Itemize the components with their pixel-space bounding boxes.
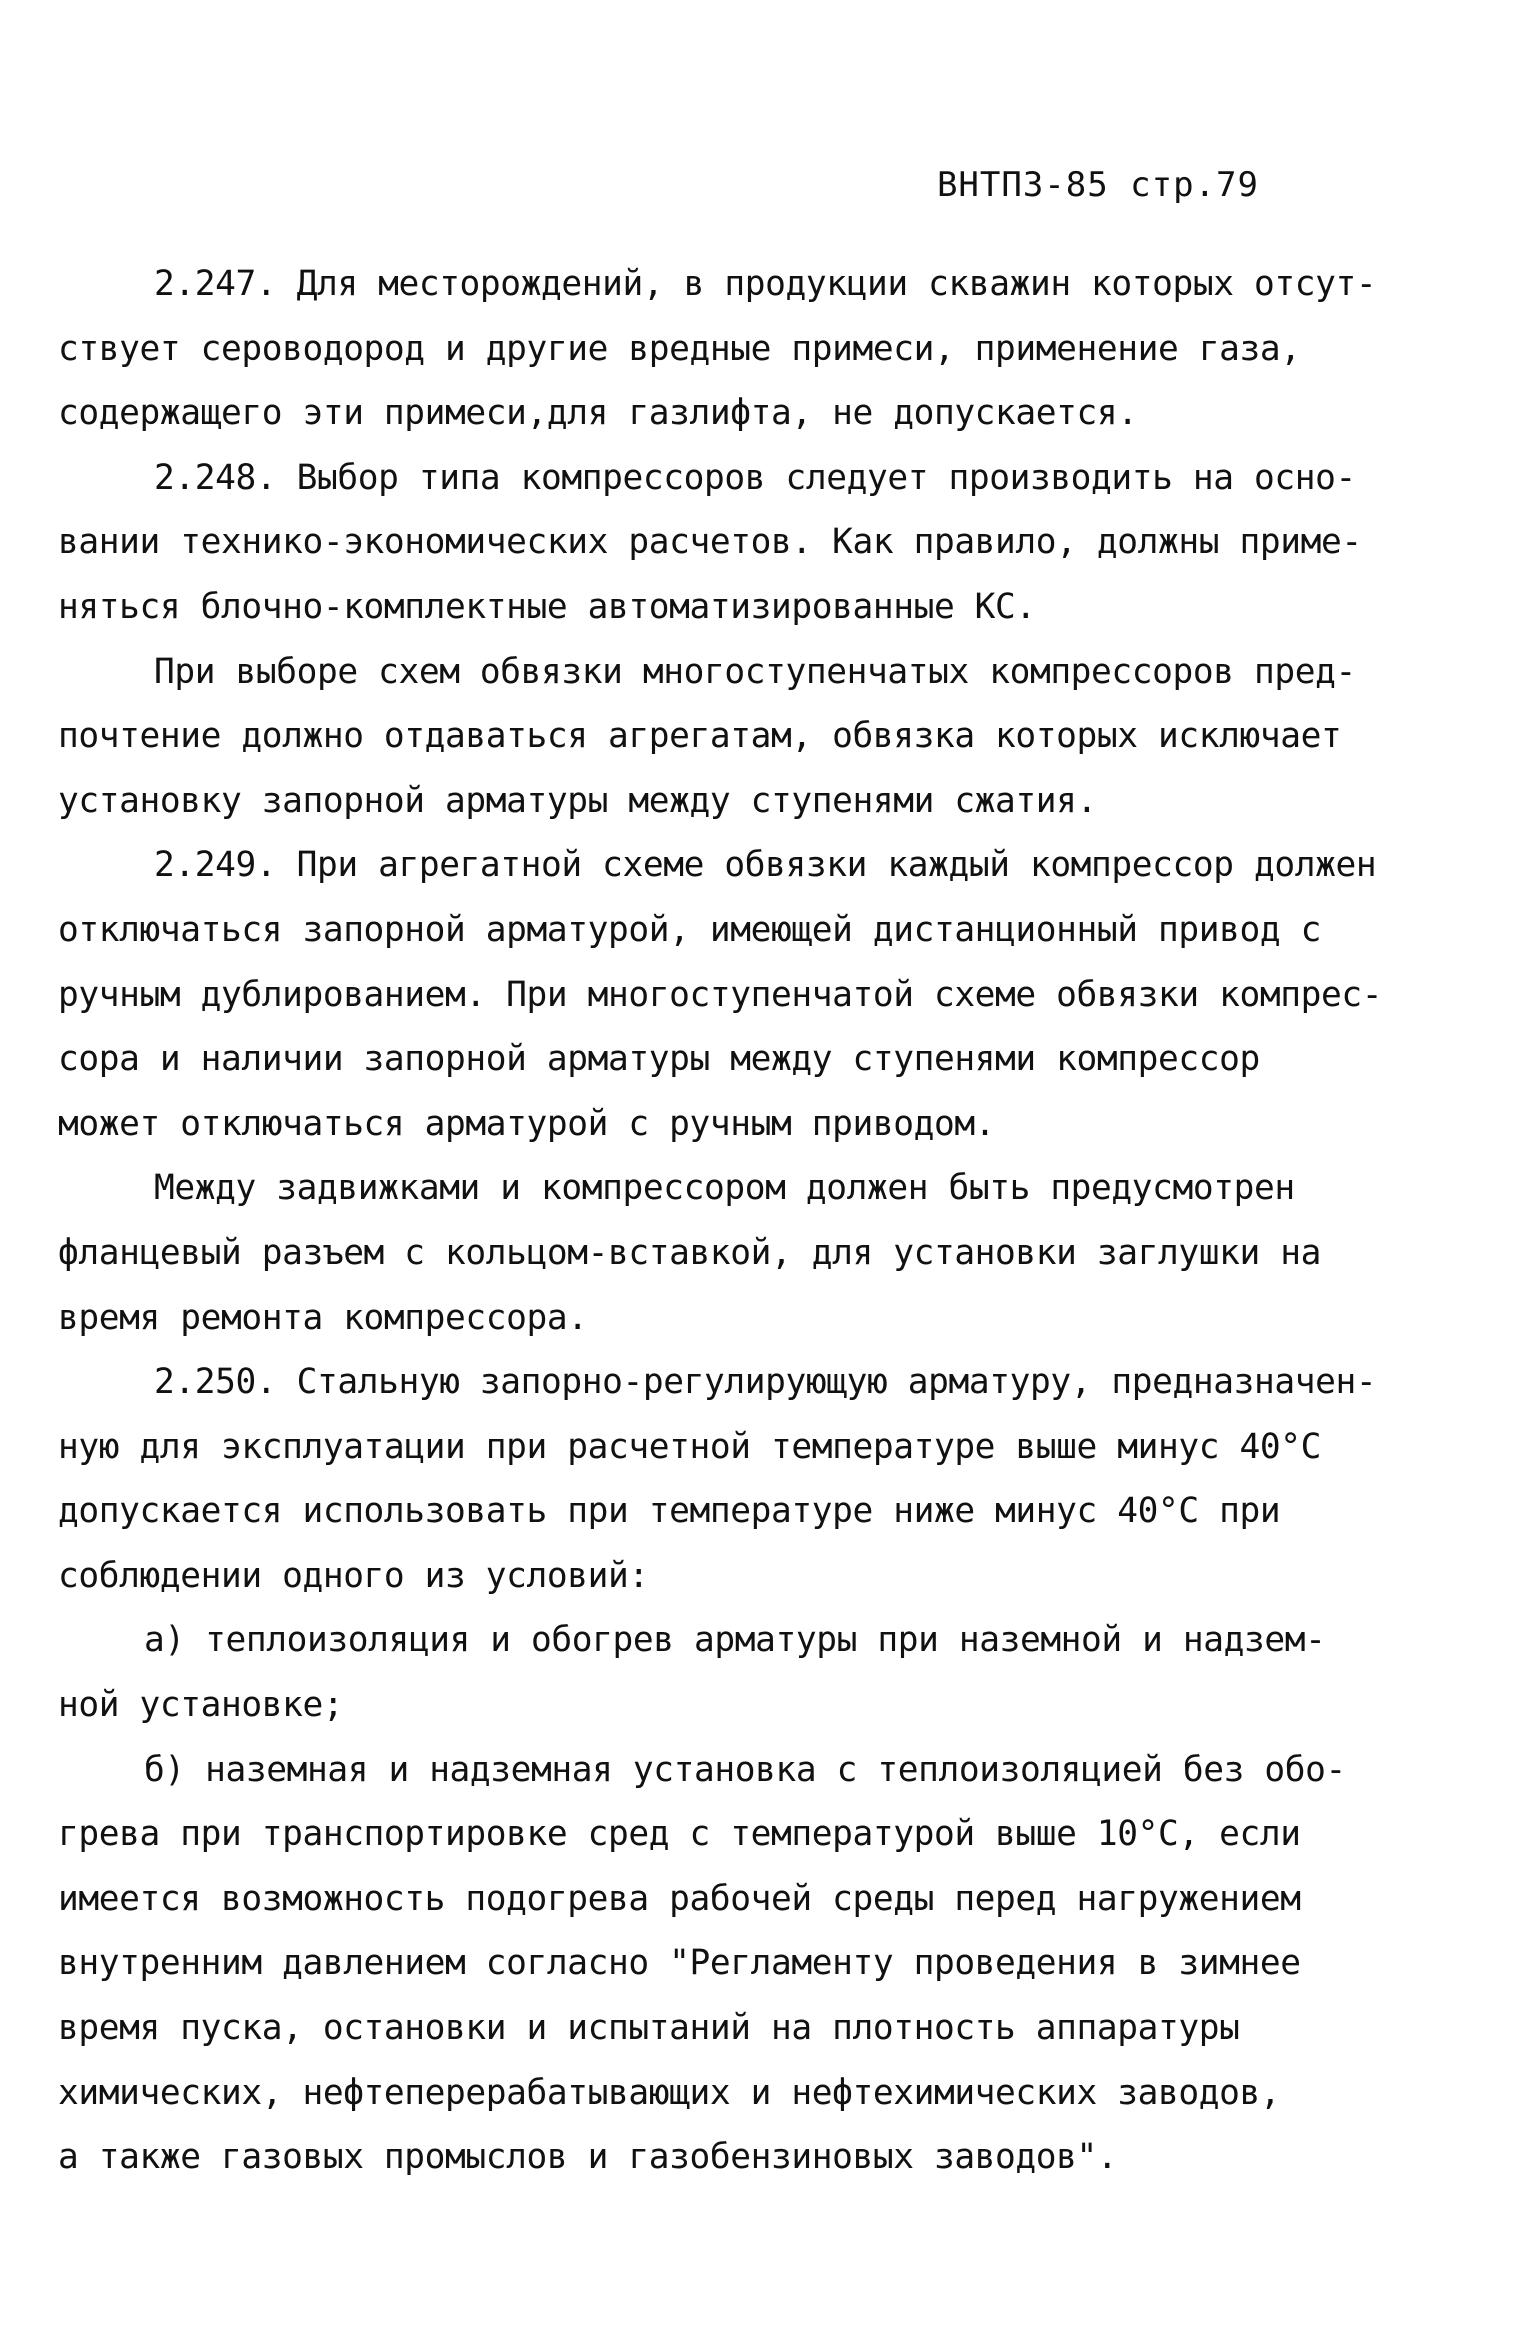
text-line: фланцевый разъем с кольцом-вставкой, для установки заглушки на <box>58 1232 1321 1273</box>
text-line: допускается использовать при температуре ниже минус 40°С при <box>58 1491 1281 1532</box>
text-line: Между задвижками и компрессором должен быть предусмотрен <box>154 1168 1295 1209</box>
text-line: отключаться запорной арматурой, имеющей дистанционный привод с <box>58 909 1321 950</box>
text-line: внутренним давлением согласно "Регламенту проведения в зимнее <box>58 1943 1301 1984</box>
text-line: химических, нефтеперерабатывающих и нефтехимических заводов, <box>58 2072 1281 2113</box>
text-line: При выборе схем обвязки многоступенчатых компрессоров пред- <box>154 651 1356 692</box>
text-line: установку запорной арматуры между ступенями сжатия. <box>58 780 1097 821</box>
text-line: а) теплоизоляция и обогрев арматуры при наземной и надзем- <box>144 1620 1326 1661</box>
text-line: соблюдении одного из условий: <box>58 1555 649 1596</box>
text-line: время ремонта компрессора. <box>58 1297 588 1338</box>
text-line: ручным дублированием. При многоступенчатой схеме обвязки компрес- <box>58 974 1383 1015</box>
text-line: 2.249. При агрегатной схеме обвязки каждый компрессор должен <box>154 845 1377 886</box>
text-line: 2.248. Выбор типа компрессоров следует производить на осно- <box>154 457 1356 498</box>
text-line: сора и наличии запорной арматуры между ступенями компрессор <box>58 1039 1260 1080</box>
text-line: а также газовых промыслов и газобензиновых заводов". <box>58 2137 1118 2178</box>
document-body <box>58 252 1383 2190</box>
text-line: имеется возможность подогрева рабочей среды перед нагружением <box>58 1878 1301 1919</box>
text-line: ствует сероводород и другие вредные примеси, применение газа, <box>58 328 1301 369</box>
text-line: может отключаться арматурой с ручным приводом. <box>58 1103 996 1144</box>
text-line: время пуска, остановки и испытаний на плотность аппаратуры <box>58 2008 1240 2049</box>
text-line: ную для эксплуатации при расчетной температуре выше минус 40°С <box>58 1426 1321 1467</box>
text-line: содержащего эти примеси,для газлифта, не допускается. <box>58 393 1138 434</box>
text-line: б) наземная и надземная установка с теплоизоляцией без обо- <box>144 1749 1346 1790</box>
page-header: ВНТП3-85 стр.79 <box>936 165 1259 205</box>
text-line: грева при транспортировке сред с температурой выше 10°С, если <box>58 1814 1301 1855</box>
text-line: вании технико-экономических расчетов. Как правило, должны приме- <box>58 522 1362 563</box>
text-line: 2.247. Для месторождений, в продукции скважин которых отсут- <box>154 264 1377 304</box>
text-line: ной установке; <box>58 1685 344 1726</box>
text-line: 2.250. Стальную запорно-регулирующую арматуру, предназначен- <box>154 1362 1377 1403</box>
text-line: няться блочно-комплектные автоматизированные КС. <box>58 586 1036 627</box>
text-line: почтение должно отдаваться агрегатам, обвязка которых исключает <box>58 716 1342 757</box>
